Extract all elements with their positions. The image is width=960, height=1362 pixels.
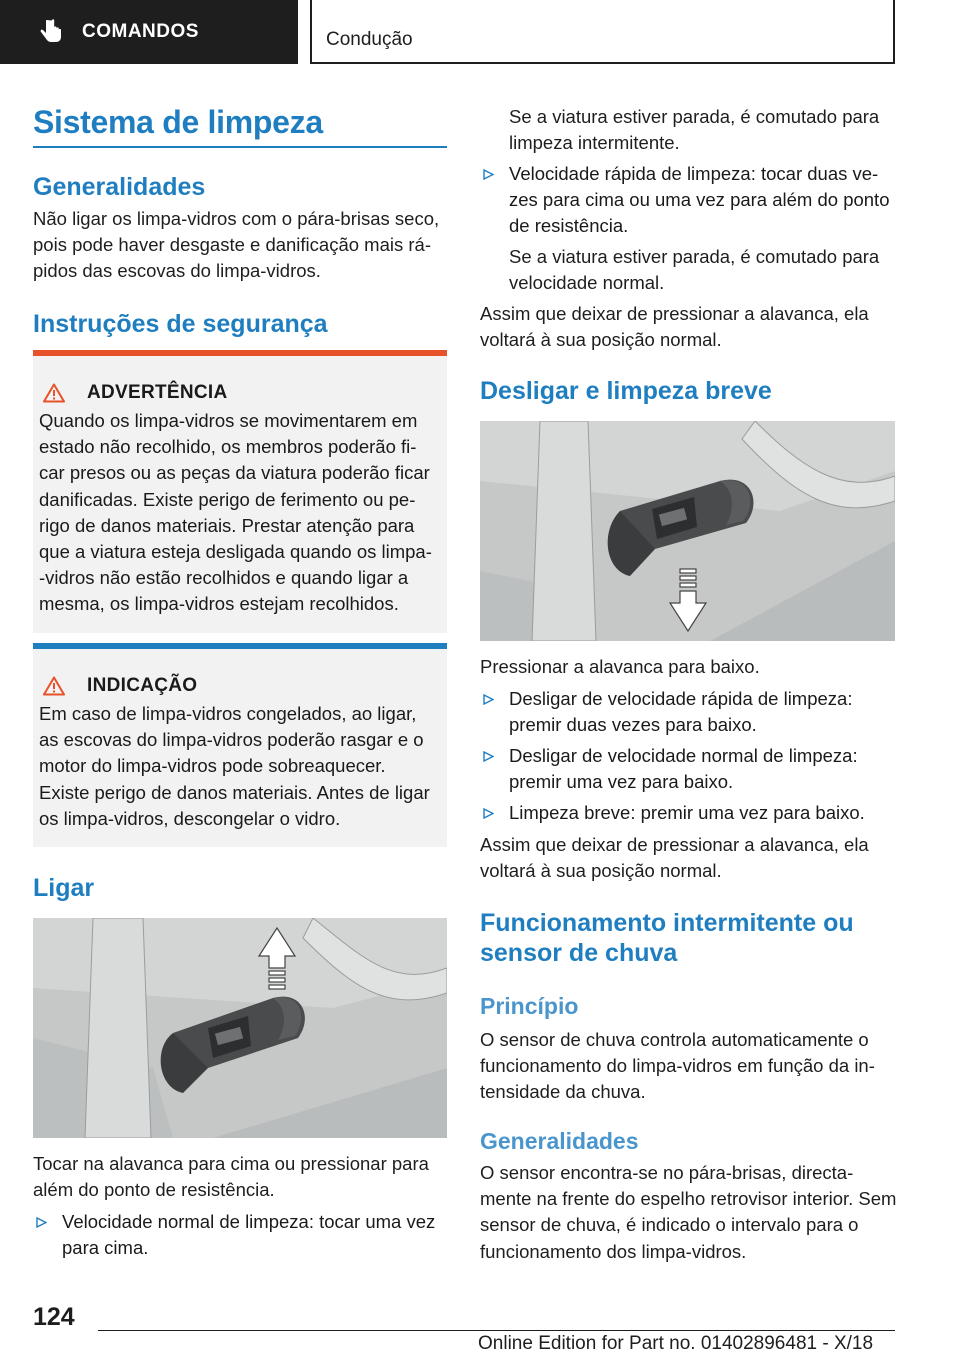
warning-bar: [33, 350, 447, 356]
footer-edition: Online Edition for Part no. 01402896481 - X/18: [478, 1333, 874, 1354]
paragraph-generalidades: Não ligar os limpa-vidros com o pára-brisas seco, pois pode haver desgaste e danificação mais rá-pidos das escovas do limpa-vidros.: [33, 208, 440, 282]
header-divider: [310, 0, 312, 64]
title-rule: [33, 146, 447, 148]
hand-pointer-icon: [40, 19, 62, 45]
paragraph-generalidades-2: O sensor encontra-se no pára-brisas, directa-mente na frente do espelho retrovisor interior. Sem sensor de chuva, é indicado o intervalo para o funcionamento dos limpa-vidros.: [480, 1162, 897, 1262]
notice-title: INDICAÇÃO: [87, 675, 198, 696]
bullet-brief-wipe: Limpeza breve: premir uma vez para baixo.: [509, 802, 865, 823]
bullet-fast-speed: Velocidade rápida de limpeza: tocar duas ve-zes para cima ou uma vez para além do ponto de resistência.: [509, 163, 890, 237]
notice-box: [33, 643, 447, 847]
heading-generalidades: Generalidades: [33, 173, 206, 201]
paragraph-release1: Assim que deixar de pressionar a alavanca, ela voltará à sua posição normal.: [480, 303, 869, 351]
list-item: [480, 743, 900, 795]
warning-title: ADVERTÊNCIA: [87, 382, 228, 403]
paragraph-release2: Assim que deixar de pressionar a alavanca, ela voltará à sua posição normal.: [480, 834, 869, 882]
bullet-triangle-icon: [483, 169, 494, 180]
heading-ligar: Ligar: [33, 874, 95, 902]
illustration-lever-down: [480, 421, 895, 641]
paragraph-cont2: Se a viatura estiver parada, é comutado para velocidade normal.: [509, 246, 880, 294]
bullet-triangle-icon: [36, 1217, 47, 1228]
list-item: [480, 161, 900, 240]
bullet-off-fast: Desligar de velocidade rápida de limpeza: premir duas vezes para baixo.: [509, 688, 853, 736]
bullet-normal-speed: Velocidade normal de limpeza: tocar uma vez para cima.: [62, 1211, 436, 1259]
heading-instrucoes: Instruções de segurança: [33, 310, 328, 338]
list-item: [33, 1209, 451, 1261]
paragraph-desligar: Pressionar a alavanca para baixo.: [480, 656, 760, 677]
warning-box: [33, 350, 447, 633]
warning-triangle-icon: [43, 383, 65, 403]
heading-funcionamento: [480, 908, 900, 968]
notice-triangle-icon: [43, 676, 65, 696]
bullet-off-normal: Desligar de velocidade normal de limpeza: premir uma vez para baixo.: [509, 745, 858, 793]
paragraph-principio: O sensor de chuva controla automaticamente o funcionamento do limpa-vidros em função da in-tensidade da chuva.: [480, 1029, 875, 1103]
header-divider-right: [893, 0, 895, 64]
heading-principio: Princípio: [480, 993, 579, 1019]
chapter-title: COMANDOS: [82, 21, 199, 42]
paragraph-ligar: Tocar na alavanca para cima ou pressionar para além do ponto de resistência.: [33, 1153, 429, 1201]
illustration-lever-up: [33, 918, 447, 1138]
footer-rule: [98, 1330, 895, 1331]
bullet-triangle-icon: [483, 694, 494, 705]
list-item: [480, 686, 900, 738]
paragraph-cont1: Se a viatura estiver parada, é comutado para limpeza intermitente.: [509, 106, 880, 154]
notice-text: Em caso de limpa-vidros congelados, ao ligar, as escovas do limpa-vidros poderão rasgar e o motor do limpa-vidros pode sobreaquecer. Existe perigo de danos materiais. Antes de ligar os limpa-vidros, descongelar o vidro.: [39, 703, 430, 829]
bullet-triangle-icon: [483, 751, 494, 762]
notice-bar: [33, 643, 447, 649]
list-item: [480, 800, 900, 826]
page-title: Sistema de limpeza: [33, 104, 323, 140]
heading-desligar: Desligar e limpeza breve: [480, 377, 772, 405]
bullet-triangle-icon: [483, 808, 494, 819]
page-number: 124: [33, 1303, 75, 1331]
header-underline: [310, 62, 895, 64]
chapter-tab[interactable]: [0, 0, 298, 64]
heading-generalidades-2: Generalidades: [480, 1128, 639, 1154]
heading-funcionamento-line2: sensor de chuva: [480, 939, 678, 967]
heading-funcionamento-line1: Funcionamento intermitente ou: [480, 909, 854, 937]
warning-text: Quando os limpa-vidros se movimentarem em estado não recolhido, os membros poderão fi-car presos ou as peças da viatura poderão ficar danificadas. Existe perigo de ferimento ou pe-rigo de danos materiais. Prestar atenção para que a viatura esteja desligada quando os limpa--vidros não estão recolhidos e quando ligar a mesma, os limpa-vidros estejam recolhidos.: [39, 410, 432, 615]
section-title: Condução: [326, 29, 413, 50]
